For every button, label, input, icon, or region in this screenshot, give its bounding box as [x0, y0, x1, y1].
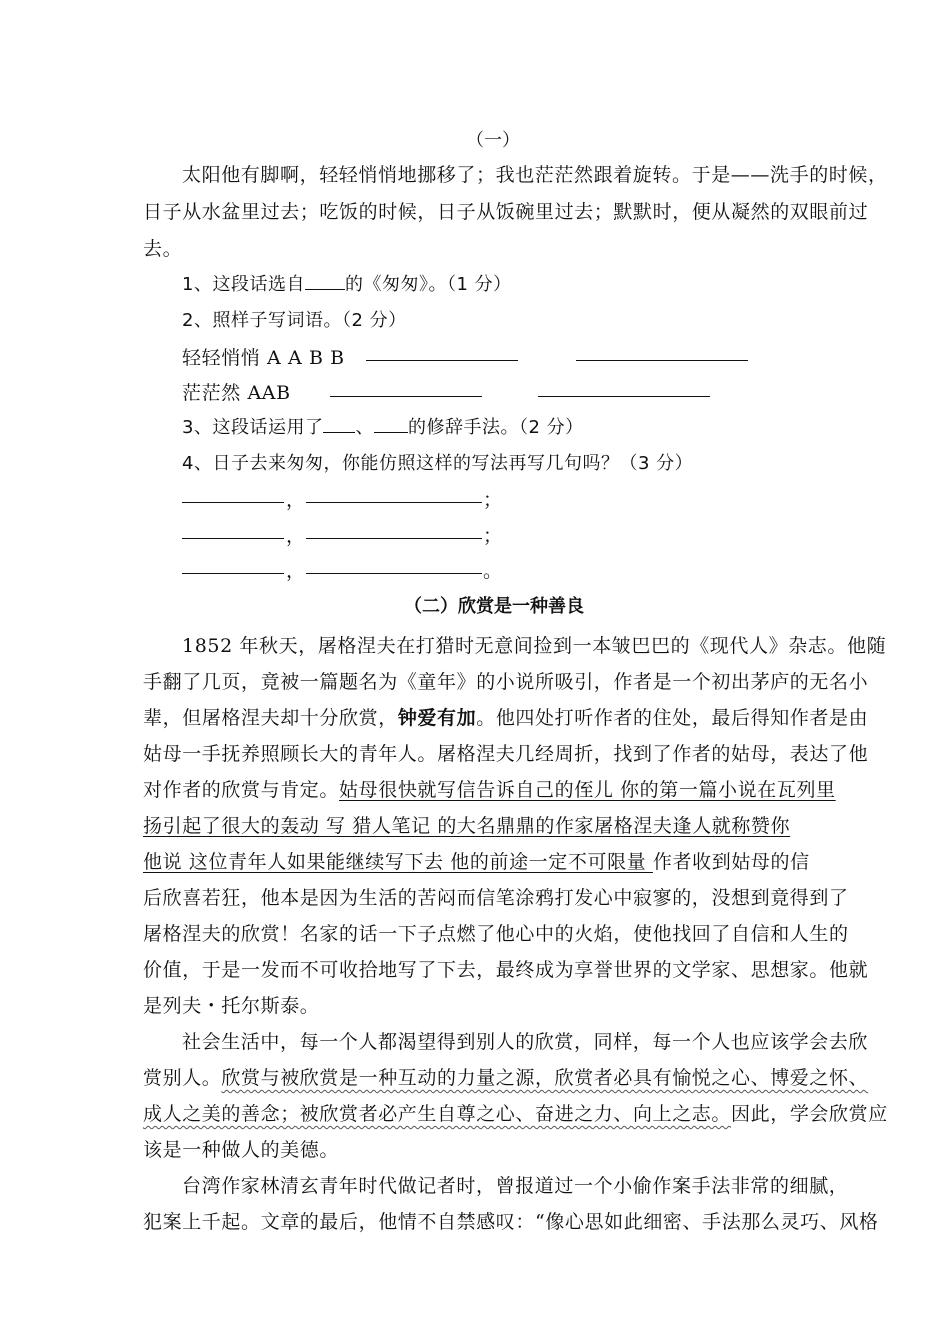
p1-line-6: 扬引起了很大的轰动 写 猎人笔记 的大名鼎鼎的作家屠格涅夫逢人就称赞你 — [143, 815, 791, 837]
p1-line-11: 是列夫・托尔斯泰。 — [143, 995, 320, 1017]
q2-answer-line-2b[interactable] — [538, 396, 710, 397]
p1-line-2: 手翻了几页，竟被一篇题名为《童年》的小说所吸引，作者是一个初出茅庐的无名小 — [143, 671, 869, 693]
p1-line-5: 对作者的欣赏与肯定。姑母很快就写信告诉自己的侄儿 你的第一篇小说在瓦列里 — [143, 779, 836, 801]
question-3: 3、这段话运用了 、 的修辞手法。（2 分） — [182, 417, 584, 438]
section1-heading: （一） — [466, 130, 520, 151]
underlined-span-1: 姑母很快就写信告诉自己的侄儿 你的第一篇小说在瓦列里 — [339, 779, 836, 801]
question-2: 2、照样子写词语。（2 分） — [182, 310, 407, 331]
p1-line-1: 1852 年秋天，屠格涅夫在打猎时无意间捡到一本皱巴巴的《现代人》杂志。他随 — [182, 635, 887, 657]
p1-line-8: 后欣喜若狂，他本是因为生活的苦闷而信笔涂鸦打发心中寂寥的，没想到竟得到了 — [143, 887, 849, 909]
p1-line-4: 姑母一手抚养照顾长大的青年人。屠格涅夫几经周折，找到了作者的姑母，表达了他 — [143, 743, 869, 765]
answer-blank-3a[interactable] — [323, 416, 355, 433]
q2-example-1: 轻轻悄悄 A A B B — [182, 347, 345, 369]
emphasis-word: 钟爱有加 — [397, 707, 477, 729]
q2-answer-line-1b[interactable] — [576, 360, 748, 361]
wavy-span-2: 成人之美的善念；被欣赏者必产生自尊之心、奋进之力、向上之志。 — [143, 1103, 732, 1125]
p1-line-3: 辈，但屠格涅夫却十分欣赏，钟爱有加。他四处打听作者的住处，最后得知作者是由 — [143, 707, 869, 729]
underlined-span-2: 他说 这位青年人如果能继续写下去 他的前途一定不可限量 — [143, 851, 653, 873]
section2-title: （二）欣赏是一种善良 — [404, 596, 584, 617]
p2-line-1: 社会生活中，每一个人都渴望得到别人的欣赏，同样，每一个人也应该学会去欣 — [182, 1031, 869, 1053]
q4-line-2b[interactable] — [306, 538, 482, 539]
q2-example-2: 茫茫然 AAB — [182, 382, 291, 404]
p3-line-1: 台湾作家林清玄青年时代做记者时，曾报道过一个小偷作案手法非常的细腻， — [182, 1175, 849, 1197]
p2-line-4: 该是一种做人的美德。 — [143, 1139, 340, 1161]
answer-blank-3b[interactable] — [374, 416, 408, 433]
q2-answer-line-2a[interactable] — [330, 396, 482, 397]
q2-answer-line-1a[interactable] — [366, 360, 518, 361]
wavy-span-1: 欣赏与被欣赏是一种互动的力量之源，欣赏者必具有愉悦之心、博爱之怀、 — [221, 1067, 869, 1089]
document-page: （一） 太阳他有脚啊，轻轻悄悄地挪移了；我也茫茫然跟着旋转。于是——洗手的时候， 日子从水盆里过去；吃饭的时候，日子从饭碗里过去；默默时，便从凝然的双眼前过 去。 1、这段话选自 的《匆匆》。（1 分） 2、照样子写词语。（2 分） 轻轻悄悄 A A B B 茫茫然 AAB 3、这段话运用了 、 的修辞手法。（2 分） 4、日子去来匆匆，你能仿照这样的写法再写几句吗？（3 分） ， ； ， ； ， 。 （二）欣赏是一种善良 1852 年秋天，屠格涅夫在打猎时无意间捡到一本皱巴巴的《现代人》杂志。他随 手翻了几页，竟被一篇题名为《童年》的小说所吸引，作者是一个初出茅庐的无名小 辈，但屠格涅夫却十分欣赏，钟爱有加。他四处打听作者的住处，最后得知作者是由 姑母一手抚养照顾长大的青年人。屠格涅夫几经周折，找到了作者的姑母，表达了他 对作者的欣赏与肯定。姑母很快就写信告诉自己的侄儿 你的第一篇小说在瓦列里 扬引起了很大的轰动 写 猎人笔记 的大名鼎鼎的作家屠格涅夫逢人就称赞你 他说 这位青年人如果能继续写下去 他的前途一定不可限量 作者收到姑母的信 后欣喜若狂，他本是因为生活的苦闷而信笔涂鸦打发心中寂寥的，没想到竟得到了 屠格涅夫的欣赏！名家的话一下子点燃了他心中的火焰，使他找回了自信和人生的 价值，于是一发而不可收拾地写了下去，最终成为享誉世界的文学家、思想家。他就 是列夫・托尔斯泰。 社会生活中，每一个人都渴望得到别人的欣赏，同样，每一个人也应该学会去欣 赏别人。欣赏与被欣赏是一种互动的力量之源，欣赏者必具有愉悦之心、博爱之怀、 成人之美的善念；被欣赏者必产生自尊之心、奋进之力、向上之志。因此，学会欣赏应 该是一种做人的美德。 台湾作家林清玄青年时代做记者时，曾报道过一个小偷作案手法非常的细腻， 犯案上千起。文章的最后，他情不自禁感叹：“像心思如此细密、手法那么灵巧、风格 — [0, 0, 950, 1344]
question-1: 1、这段话选自 的《匆匆》。（1 分） — [182, 274, 512, 295]
p2-line-3: 成人之美的善念；被欣赏者必产生自尊之心、奋进之力、向上之志。因此，学会欣赏应 — [143, 1103, 888, 1125]
p1-line-10: 价值，于是一发而不可收拾地写了下去，最终成为享誉世界的文学家、思想家。他就 — [143, 959, 869, 981]
q4-line-1a[interactable] — [182, 502, 284, 503]
p1-line-7: 他说 这位青年人如果能继续写下去 他的前途一定不可限量 作者收到姑母的信 — [143, 851, 810, 873]
answer-blank-1[interactable] — [305, 273, 345, 290]
q4-line-3a[interactable] — [182, 573, 284, 574]
passage-line-1: 太阳他有脚啊，轻轻悄悄地挪移了；我也茫茫然跟着旋转。于是——洗手的时候， — [182, 164, 888, 186]
q4-line-3b[interactable] — [306, 573, 482, 574]
p3-line-2: 犯案上千起。文章的最后，他情不自禁感叹：“像心思如此细密、手法那么灵巧、风格 — [143, 1211, 879, 1233]
q4-line-1b[interactable] — [306, 502, 482, 503]
q4-line-2a[interactable] — [182, 538, 284, 539]
passage-line-3: 去。 — [143, 238, 183, 260]
p1-line-9: 屠格涅夫的欣赏！名家的话一下子点燃了他心中的火焰，使他找回了自信和人生的 — [143, 923, 849, 945]
question-4: 4、日子去来匆匆，你能仿照这样的写法再写几句吗？（3 分） — [182, 453, 694, 474]
p2-line-2: 赏别人。欣赏与被欣赏是一种互动的力量之源，欣赏者必具有愉悦之心、博爱之怀、 — [143, 1067, 869, 1089]
passage-line-2: 日子从水盆里过去；吃饭的时候，日子从饭碗里过去；默默时，便从凝然的双眼前过 — [143, 201, 869, 223]
